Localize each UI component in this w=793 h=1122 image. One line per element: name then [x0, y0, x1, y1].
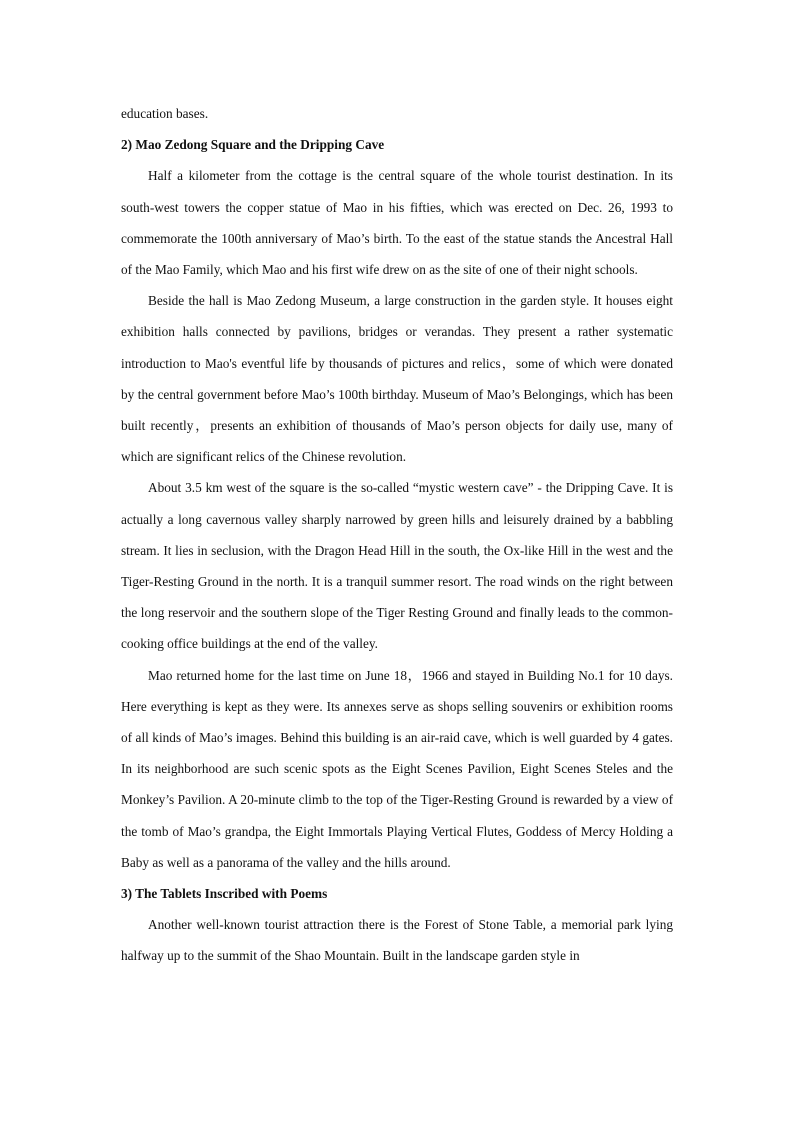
section-2-paragraph-2: Beside the hall is Mao Zedong Museum, a large construction in the garden style. It houses eight exhibition halls connected by pavilions, bridges or verandas. They present a rather systematic introduction to Mao's eventful life by thousands of pictures and relics，some of which were donated by the central government before Mao’s 100th birthday. Museum of Mao’s Belongings, which has been built recently，presents an exhibition of thousands of Mao’s person objects for daily use, many of which are significant relics of the Chinese revolution. — [121, 293, 673, 465]
document-page — [121, 98, 673, 972]
section-2-paragraph-1: Half a kilometer from the cottage is the central square of the whole tourist destination. In its south-west towers the copper statue of Mao in his fifties, which was erected on Dec. 26, 1993 to commemorate the 100th anniversary of Mao’s birth. To the east of the statue stands the Ancestral Hall of the Mao Family, which Mao and his first wife drew on as the site of one of their night schools. — [121, 168, 673, 278]
section-2-paragraph-4: Mao returned home for the last time on June 18，1966 and stayed in Building No.1 for 10 days. Here everything is kept as they were. Its annexes serve as shops selling souvenirs or exhibition rooms of all kinds of Mao’s images. Behind this building is an air-raid cave, which is well guarded by 4 gates. In its neighborhood are such scenic spots as the Eight Scenes Pavilion, Eight Scenes Steles and the Monkey’s Pavilion. A 20-minute climb to the top of the Tiger-Resting Ground is rewarded by a view of the tomb of Mao’s grandpa, the Eight Immortals Playing Vertical Flutes, Goddess of Mercy Holding a Baby as well as a panorama of the valley and the hills around. — [121, 667, 673, 870]
intro-fragment: education bases. — [121, 106, 209, 121]
section-3-paragraph-1: Another well-known tourist attraction there is the Forest of Stone Table, a memorial park lying halfway up to the summit of the Shao Mountain. Built in the landscape garden style in — [121, 917, 673, 964]
section-3-heading: 3) The Tablets Inscribed with Poems — [121, 886, 328, 902]
section-2-paragraph-3: About 3.5 km west of the square is the so-called “mystic western cave” - the Dripping Cave. It is actually a long cavernous valley sharply narrowed by green hills and leisurely drained by a babbling stream. It lies in seclusion, with the Dragon Head Hill in the south, the Ox-like Hill in the west and the Tiger-Resting Ground in the north. It is a tranquil summer resort. The road winds on the right between the long reservoir and the southern slope of the Tiger Resting Ground and finally leads to the common-cooking office buildings at the end of the valley. — [121, 480, 673, 652]
section-2-heading: 2) Mao Zedong Square and the Dripping Cave — [121, 137, 385, 153]
